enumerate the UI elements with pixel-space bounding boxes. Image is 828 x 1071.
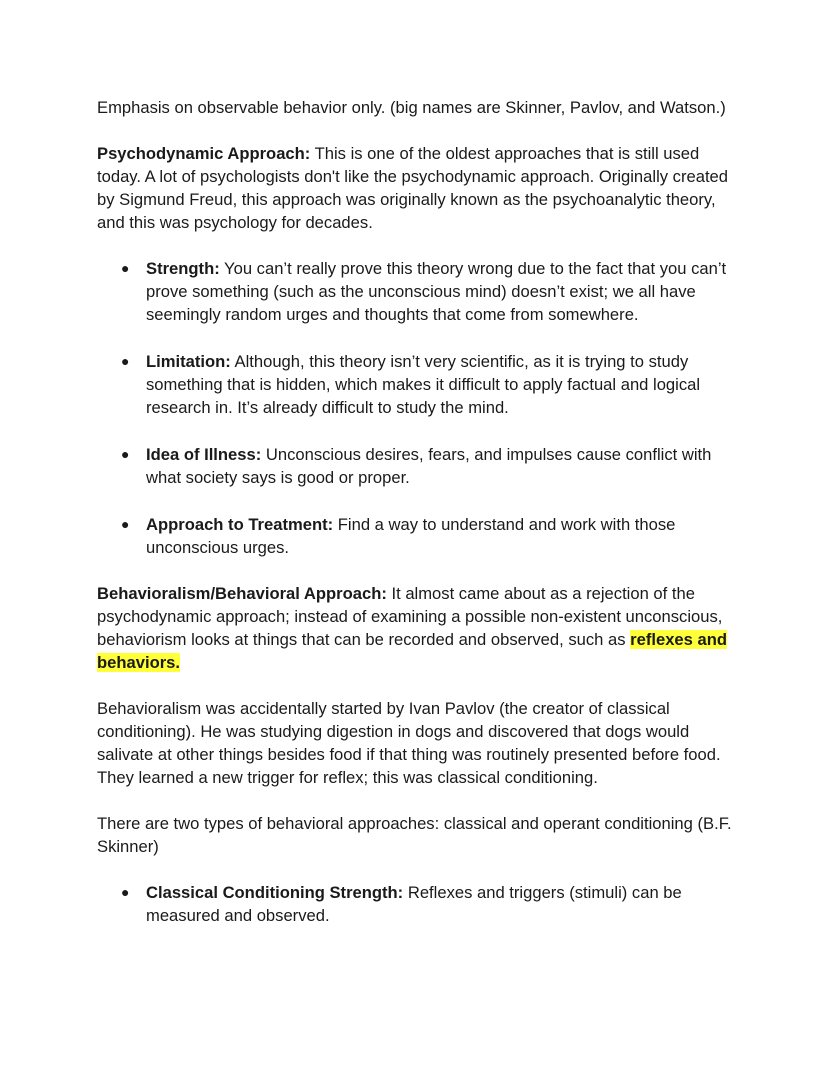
bullet-text: You can’t really prove this theory wrong due to the fact that you can’t prove something (such as the unconscious mind) doesn’t exist; we all have seemingly random urges and thoughts that come from somewhere. [146, 259, 727, 324]
list-item [97, 257, 737, 326]
intro-text: Emphasis on observable behavior only. (big names are Skinner, Pavlov, and Watson.) [97, 98, 726, 117]
conditioning-bullet-list [97, 881, 737, 927]
bullet-label: Classical Conditioning Strength: [146, 883, 404, 902]
bullet-text: Although, this theory isn’t very scientific, as it is trying to study something that is hidden, which makes it difficult to apply factual and logical research in. It’s already difficult to study the mind. [146, 352, 701, 417]
psychodynamic-text: This is one of the oldest approaches that is still used today. A lot of psychologists don't like the psychodynamic approach. Originally created by Sigmund Freud, this approach was originally known as the psychoanalytic theory, and this was psychology for decades. [97, 144, 729, 232]
pavlov-paragraph [97, 697, 737, 789]
list-item [97, 881, 737, 927]
behavioral-text: It almost came about as a rejection of the psychodynamic approach; instead of examining a possible non-existent unconscious, behaviorism looks at things that can be recorded and observed, such as [97, 584, 723, 649]
bullet-icon: ● [121, 353, 130, 369]
highlighted-text: reflexes and behaviors. [97, 630, 728, 672]
pavlov-text: Behavioralism was accidentally started by Ivan Pavlov (the creator of classical conditioning). He was studying digestion in dogs and discovered that dogs would salivate at other things besides food if that thing was routinely presented before food. They learned a new trigger for reflex; this was classical conditioning. [97, 699, 721, 787]
intro-paragraph [97, 96, 737, 119]
document-page [97, 96, 737, 950]
list-item [97, 350, 737, 419]
bullet-icon: ● [121, 884, 130, 900]
behavioral-paragraph [97, 582, 737, 674]
bullet-text: Unconscious desires, fears, and impulses cause conflict with what society says is good or proper. [146, 445, 712, 487]
bullet-icon: ● [121, 260, 130, 276]
bullet-label: Approach to Treatment: [146, 515, 334, 534]
bullet-label: Strength: [146, 259, 220, 278]
psychodynamic-bullet-list [97, 257, 737, 559]
bullet-label: Limitation: [146, 352, 231, 371]
bullet-icon: ● [121, 516, 130, 532]
bullet-label: Idea of Illness: [146, 445, 262, 464]
bullet-text: Reflexes and triggers (stimuli) can be measured and observed. [146, 883, 682, 925]
behavioral-heading: Behavioralism/Behavioral Approach: [97, 584, 387, 603]
types-text: There are two types of behavioral approaches: classical and operant conditioning (B.F. Skinner) [97, 814, 732, 856]
list-item [97, 513, 737, 559]
list-item [97, 443, 737, 489]
bullet-text: Find a way to understand and work with those unconscious urges. [146, 515, 676, 557]
types-paragraph [97, 812, 737, 858]
psychodynamic-paragraph [97, 142, 737, 234]
bullet-icon: ● [121, 446, 130, 462]
psychodynamic-heading: Psychodynamic Approach: [97, 144, 311, 163]
